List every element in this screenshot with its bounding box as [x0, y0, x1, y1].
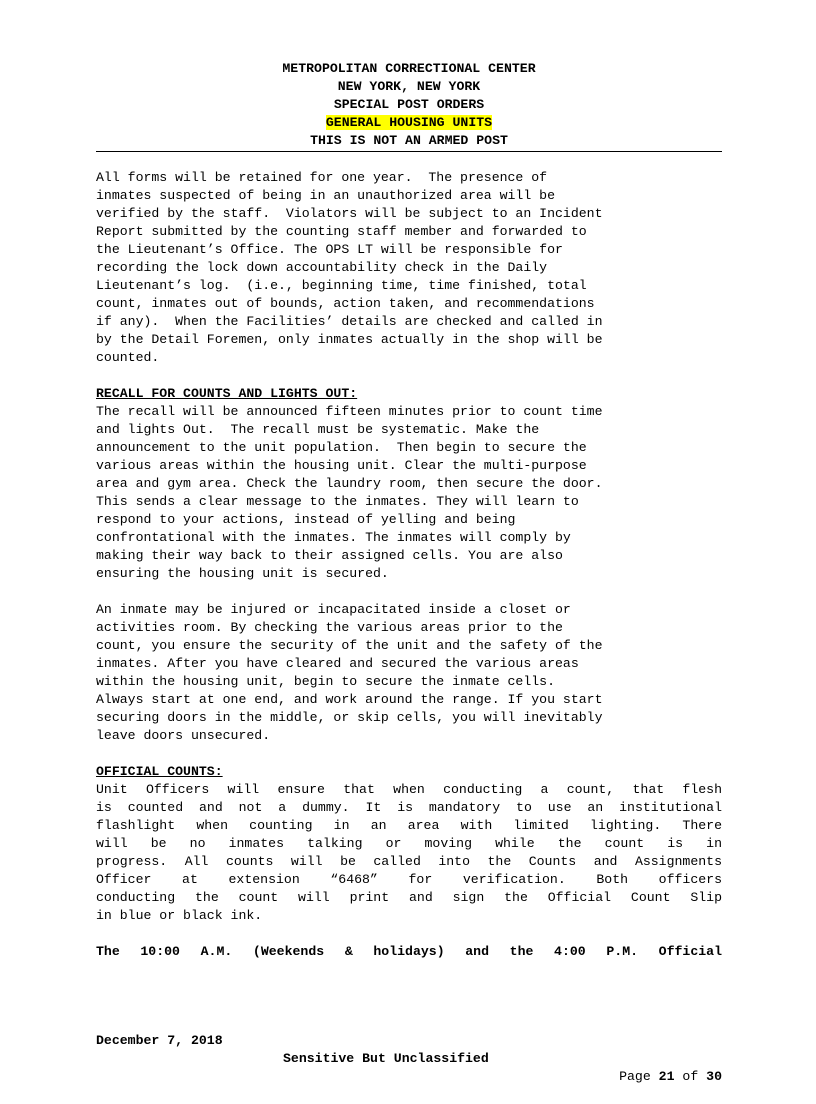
header-post-name [96, 114, 722, 132]
text-line: various areas within the housing unit. Clear the multi-purpose [96, 458, 587, 473]
page-word: Page [619, 1069, 651, 1084]
text-line: conducting the count will print and sign the Official Count Slip [96, 890, 722, 905]
text-line: count, you ensure the security of the unit and the safety of the [96, 638, 603, 653]
section-heading-recall: RECALL FOR COUNTS AND LIGHTS OUT: [96, 386, 358, 401]
text-line: is counted and not a dummy. It is mandatory to use an institutional [96, 800, 722, 815]
official-counts-paragraph [96, 781, 722, 925]
text-line: activities room. By checking the various areas prior to the [96, 620, 563, 635]
header-divider [96, 151, 722, 152]
text-line: confrontational with the inmates. The inmates will comply by [96, 530, 571, 545]
text-line: Always start at one end, and work around the range. If you start [96, 692, 603, 707]
footer-page-number [619, 1068, 722, 1086]
text-line: progress. All counts will be called into the Counts and Assignments [96, 854, 722, 869]
text-line: by the Detail Foremen, only inmates actually in the shop will be [96, 332, 603, 347]
text-line: if any). When the Facilities’ details are checked and called in [96, 314, 603, 329]
text-line: announcement to the unit population. Then begin to secure the [96, 440, 587, 455]
text-line: within the housing unit, begin to secure the inmate cells. [96, 674, 555, 689]
page-current: 21 [658, 1069, 675, 1084]
text-line: counted. [96, 350, 160, 365]
section-heading-official-counts: OFFICIAL COUNTS: [96, 764, 223, 779]
header-doc-type: SPECIAL POST ORDERS [333, 97, 485, 112]
text-line: Officer at extension “6468” for verification. Both officers [96, 872, 722, 887]
text-line: recording the lock down accountability check in the Daily [96, 260, 548, 275]
footer-date: December 7, 2018 [96, 1033, 223, 1048]
text-line: The recall will be announced fifteen minutes prior to count time [96, 404, 603, 419]
text-line: respond to your actions, instead of yelling and being [96, 512, 516, 527]
header-armed-status: THIS IS NOT AN ARMED POST [310, 133, 508, 148]
text-line: Report submitted by the counting staff member and forwarded to [96, 224, 587, 239]
paragraph-gap [96, 367, 722, 385]
footer-classification: Sensitive But Unclassified [283, 1051, 489, 1066]
header-facility: METROPOLITAN CORRECTIONAL CENTER [282, 61, 536, 76]
text-line: count, inmates out of bounds, action taken, and recommendations [96, 296, 595, 311]
document-header [96, 60, 722, 150]
text-line: ensuring the housing unit is secured. [96, 566, 389, 581]
text-line: An inmate may be injured or incapacitated inside a closet or [96, 602, 571, 617]
official-counts-bold-paragraph [96, 943, 722, 961]
text-line: All forms will be retained for one year. The presence of [96, 170, 548, 185]
paragraph-gap [96, 583, 722, 601]
text-line: leave doors unsecured. [96, 728, 271, 743]
page-total: 30 [706, 1069, 722, 1084]
recall-paragraph-2 [96, 601, 722, 745]
page-of-word: of [682, 1069, 699, 1084]
text-line: in blue or black ink. [96, 908, 263, 923]
bold-text-line: The 10:00 A.M. (Weekends & holidays) and the 4:00 P.M. Official [96, 944, 722, 959]
text-line: the Lieutenant’s Office. The OPS LT will be responsible for [96, 242, 563, 257]
text-line: inmates. After you have cleared and secured the various areas [96, 656, 579, 671]
header-location: NEW YORK, NEW YORK [337, 79, 481, 94]
text-line: securing doors in the middle, or skip cells, you will inevitably [96, 710, 603, 725]
text-line: flashlight when counting in an area with limited lighting. There [96, 818, 722, 833]
header-post-highlight: GENERAL HOUSING UNITS [325, 115, 493, 130]
paragraph-gap [96, 745, 722, 763]
paragraph-gap [96, 925, 722, 943]
recall-paragraph-1 [96, 403, 722, 583]
intro-paragraph [96, 169, 722, 367]
text-line: will be no inmates talking or moving while the count is in [96, 836, 722, 851]
text-line: making their way back to their assigned cells. You are also [96, 548, 563, 563]
text-line: inmates suspected of being in an unauthorized area will be [96, 188, 555, 203]
document-body [96, 169, 722, 961]
text-line: Unit Officers will ensure that when conducting a count, that flesh [96, 782, 722, 797]
text-line: This sends a clear message to the inmates. They will learn to [96, 494, 579, 509]
text-line: and lights Out. The recall must be systematic. Make the [96, 422, 540, 437]
document-footer [96, 1014, 722, 1104]
text-line: verified by the staff. Violators will be subject to an Incident [96, 206, 603, 221]
document-page [96, 0, 722, 1084]
text-line: Lieutenant’s log. (i.e., beginning time, time finished, total [96, 278, 587, 293]
text-line: area and gym area. Check the laundry room, then secure the door. [96, 476, 603, 491]
